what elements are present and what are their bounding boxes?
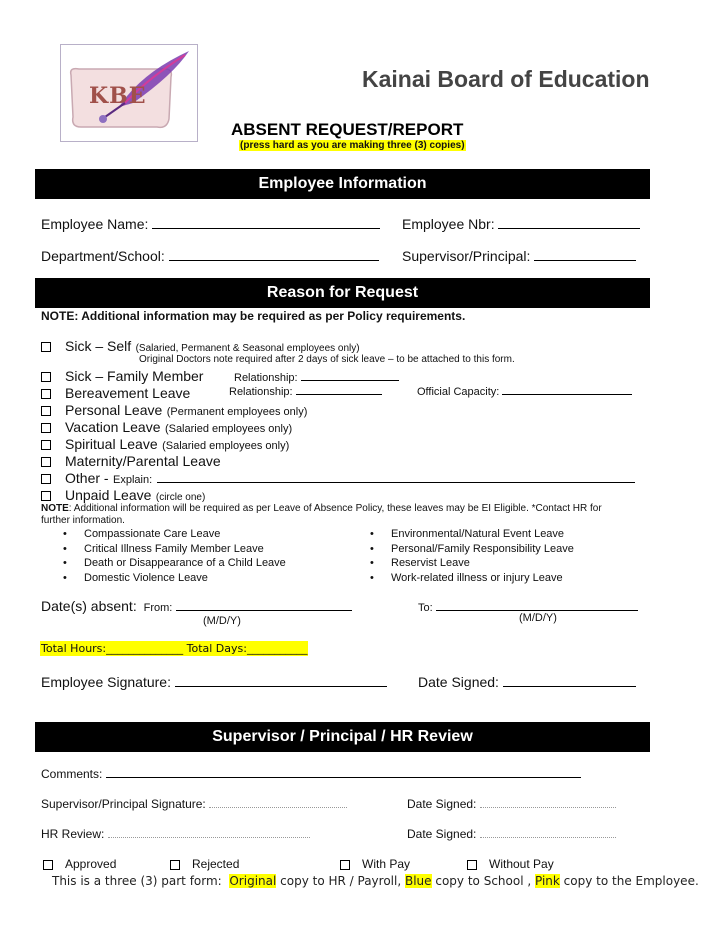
review-header: Supervisor / Principal / HR Review [35,722,650,752]
vacation-label: Vacation Leave [65,419,161,435]
pink-copy: Pink [534,874,560,888]
form-title: ABSENT REQUEST/REPORT [231,120,464,139]
supervisor-signature-row [41,797,347,811]
list-item: • Personal/Family Responsibility Leave [391,543,574,555]
date-to-label: To: [418,602,433,614]
department-label: Department/School: [41,248,165,264]
family-relationship-field[interactable] [301,370,399,381]
rejected-checkbox[interactable] [170,860,180,870]
date-from-label: From: [143,602,173,614]
employee-signature-label: Employee Signature: [41,674,171,690]
list-item: • Domestic Violence Leave [84,572,208,584]
spiritual-checkbox[interactable] [41,440,51,450]
spiritual-label: Spiritual Leave [65,436,158,452]
dates-absent-label: Date(s) absent: [41,598,137,614]
sick-family-checkbox[interactable] [41,372,51,382]
employee-date-signed-field[interactable] [503,674,636,687]
logo-text: KBE [89,83,147,109]
official-capacity-field[interactable] [502,384,632,395]
option-without-pay[interactable] [467,857,554,871]
hr-review-label: HR Review: [41,827,105,841]
comments-label: Comments: [41,767,103,781]
policy-note: NOTE: Additional information may be required as per Policy requirements. [41,309,466,323]
department-field[interactable] [169,248,379,261]
comments-row [41,767,581,781]
department-row [41,248,379,264]
total-hours-field[interactable]: Total Hours:______________ [41,642,184,655]
ei-note-bold: NOTE [41,503,69,514]
reason-for-request-header: Reason for Request [35,278,650,308]
option-bereavement[interactable] [41,385,190,403]
hr-review-field[interactable] [108,827,310,838]
vacation-checkbox[interactable] [41,423,51,433]
rejected-label: Rejected [192,857,240,871]
original-copy: Original [229,874,277,888]
supervisor-label: Supervisor/Principal: [402,248,531,264]
option-maternity[interactable] [41,453,221,471]
supervisor-date-signed-field[interactable] [480,797,616,808]
sick-self-qualifier: (Salaried, Permanent & Seasonal employees only) [135,343,360,354]
personal-qualifier: (Permanent employees only) [166,406,308,418]
employee-date-signed-label: Date Signed: [418,674,499,690]
date-to-format: (M/D/Y) [519,612,557,624]
ei-note-text: : Additional information will be required as per Leave of Absence Policy, these leaves may be EI Eligible. *Contact HR for [68,503,602,514]
maternity-label: Maternity/Parental Leave [65,453,221,469]
blue-copy-text: copy to School , [431,874,535,888]
supervisor-signature-label: Supervisor/Principal Signature: [41,797,206,811]
vacation-qualifier: (Salaried employees only) [164,423,293,435]
kbe-logo [60,44,198,142]
unpaid-qualifier: (circle one) [155,492,206,503]
list-item: • Reservist Leave [391,557,470,569]
footer-prefix: This is a three (3) part form: [52,874,230,888]
spiritual-qualifier: (Salaried employees only) [162,440,290,452]
employee-information-header: Employee Information [35,169,650,199]
supervisor-row [402,248,636,264]
other-checkbox[interactable] [41,474,51,484]
option-rejected[interactable] [170,857,239,871]
comments-field[interactable] [106,767,581,778]
ei-note-line1 [41,503,602,514]
family-relationship-label: Relationship: [234,372,298,384]
original-copy-text: copy to HR / Payroll, [276,874,405,888]
bereavement-checkbox[interactable] [41,389,51,399]
employee-name-field[interactable] [152,216,380,229]
option-vacation[interactable] [41,419,292,437]
maternity-checkbox[interactable] [41,457,51,467]
without-pay-checkbox[interactable] [467,860,477,870]
sick-family-label: Sick – Family Member [65,368,204,384]
option-approved[interactable] [43,857,116,871]
unpaid-checkbox[interactable] [41,491,51,501]
hr-date-signed-field[interactable] [480,827,616,838]
family-relationship-row [234,370,399,384]
employee-signature-row [41,674,387,690]
supervisor-signature-field[interactable] [209,797,347,808]
hr-review-row [41,827,310,841]
copies-footer [52,874,699,888]
personal-label: Personal Leave [65,402,163,418]
approved-checkbox[interactable] [43,860,53,870]
supervisor-field[interactable] [534,248,636,261]
option-personal[interactable] [41,402,307,420]
date-from-format: (M/D/Y) [203,615,241,627]
hr-date-signed-row [407,827,616,841]
with-pay-label: With Pay [362,857,411,871]
organization-name: Kainai Board of Education [362,66,650,92]
other-explain-field[interactable] [157,472,635,483]
dates-absent-row [41,598,352,614]
copies-note: (press hard as you are making three (3) copies) [240,140,465,151]
option-with-pay[interactable] [340,857,410,871]
employee-name-label: Employee Name: [41,216,149,232]
list-item: • Work-related illness or injury Leave [391,572,563,584]
unpaid-label: Unpaid Leave [65,487,152,503]
bereavement-relationship-field[interactable] [296,384,382,395]
bereavement-relationship-label: Relationship: [229,386,293,398]
hr-date-signed-label: Date Signed: [407,827,477,841]
employee-number-label: Employee Nbr: [402,216,495,232]
bereavement-relationship-row [229,384,382,398]
employee-number-field[interactable] [498,216,640,229]
employee-name-row [41,216,380,232]
with-pay-checkbox[interactable] [340,860,350,870]
without-pay-label: Without Pay [489,857,554,871]
employee-signature-field[interactable] [175,674,387,687]
option-spiritual[interactable] [41,436,289,454]
other-label: Other - [65,470,109,486]
bereavement-label: Bereavement Leave [65,385,191,401]
supervisor-date-signed-label: Date Signed: [407,797,477,811]
official-capacity-row [417,384,632,398]
sick-self-checkbox[interactable] [41,342,51,352]
sick-self-label: Sick – Self [65,338,132,354]
list-item: • Environmental/Natural Event Leave [391,528,564,540]
other-explain-label: Explain: [113,474,153,486]
ei-note-line2: further information. [41,515,125,526]
totals-row [40,641,308,656]
date-from-field[interactable] [176,598,352,611]
date-to-field[interactable] [436,598,638,611]
supervisor-date-signed-row [407,797,616,811]
employee-date-signed-row [418,674,636,690]
list-item: • Compassionate Care Leave [84,528,220,540]
official-capacity-label: Official Capacity: [417,386,500,398]
option-sick-family[interactable] [41,368,203,386]
pink-copy-text: copy to the Employee. [559,874,699,888]
list-item: • Death or Disappearance of a Child Leave [84,557,286,569]
option-other[interactable] [41,470,635,488]
list-item: • Critical Illness Family Member Leave [84,543,264,555]
total-days-field[interactable]: Total Days:___________ [186,642,308,655]
blue-copy: Blue [404,874,432,888]
approved-label: Approved [65,857,117,871]
personal-checkbox[interactable] [41,406,51,416]
employee-number-row [402,216,640,232]
doctor-note-text: Original Doctors note required after 2 days of sick leave – to be attached to this form. [139,354,515,365]
